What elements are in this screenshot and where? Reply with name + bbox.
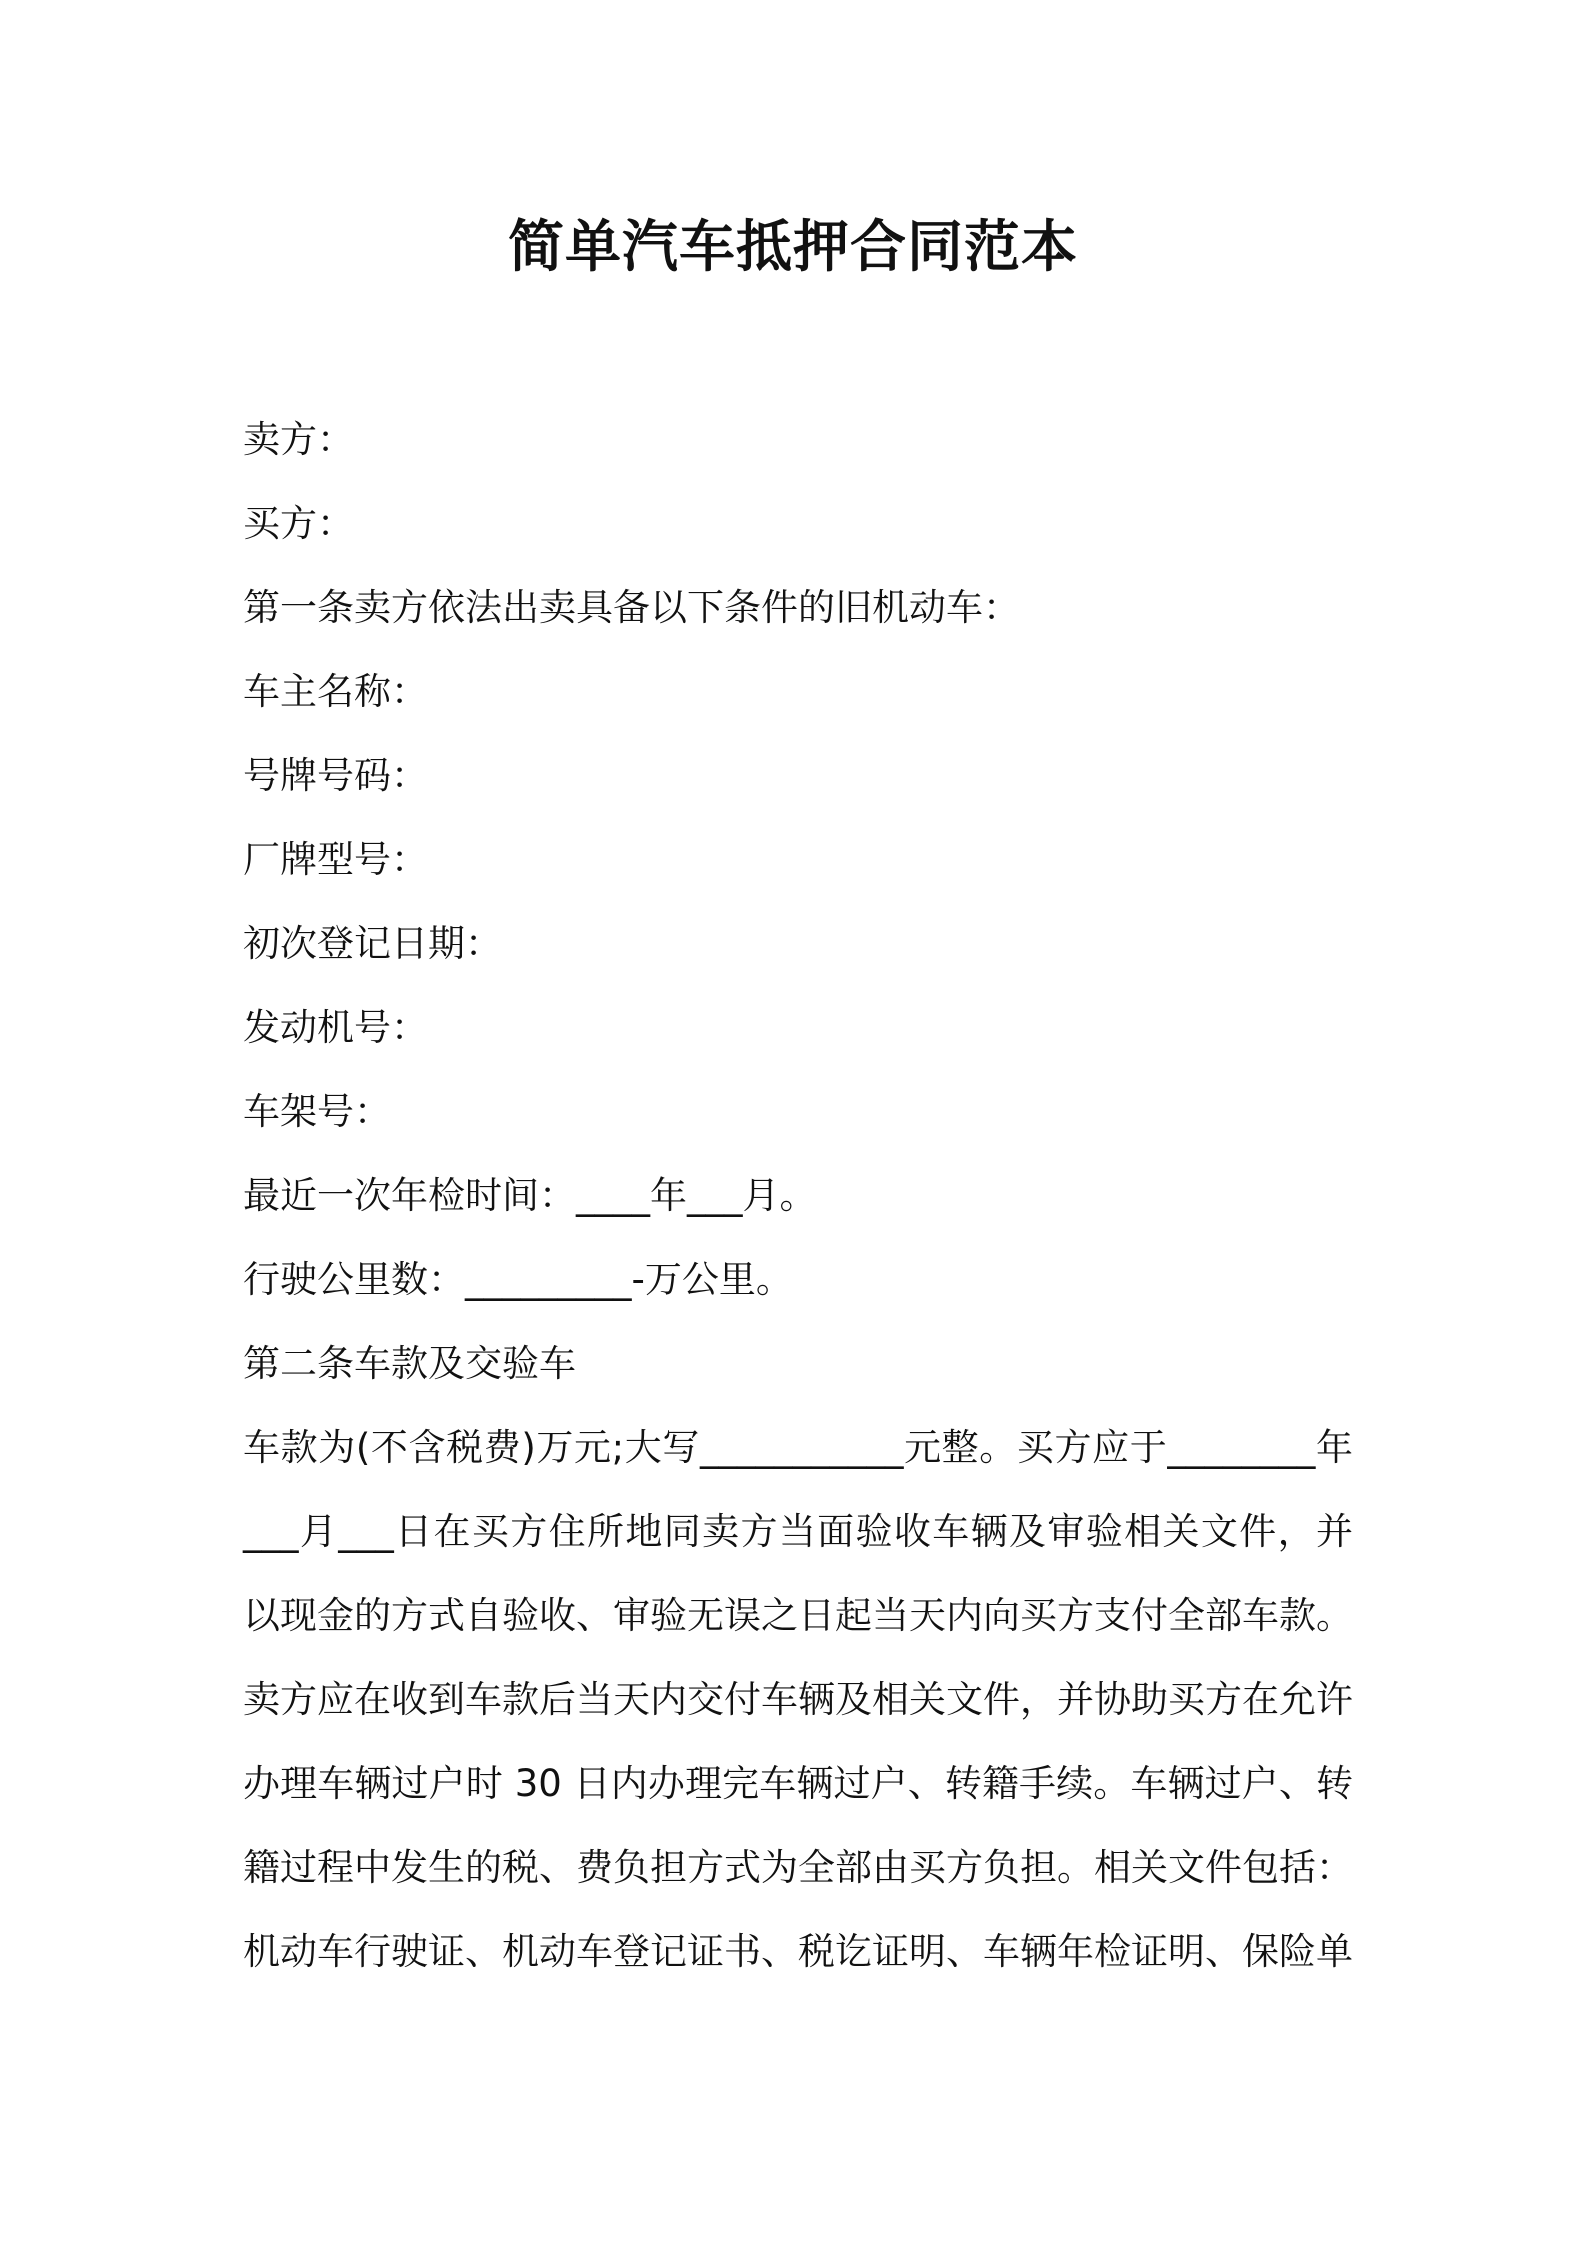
engine-number-line: 发动机号： [243, 1006, 428, 1049]
owner-name-line: 车主名称： [243, 670, 428, 713]
last-inspection-line: 最近一次年检时间：____年___月。 [243, 1174, 817, 1217]
paragraph-row: 机动车行驶证、机动车登记证书、税讫证明、车辆年检证明、保险单 [243, 1930, 1353, 1973]
paragraph-row: 籍过程中发生的税、费负担方式为全部由买方负担。相关文件包括： [243, 1846, 1353, 1889]
article-1-heading: 第一条卖方依法出卖具备以下条件的旧机动车： [243, 586, 1020, 629]
plate-number-line: 号牌号码： [243, 754, 428, 797]
paragraph-row: 办理车辆过户时 30 日内办理完车辆过户、转籍手续。车辆过户、转 [243, 1762, 1353, 1805]
first-registration-date-line: 初次登记日期： [243, 922, 502, 965]
frame-number-line: 车架号： [243, 1090, 391, 1133]
brand-model-line: 厂牌型号： [243, 838, 428, 881]
buyer-line: 买方： [243, 502, 354, 545]
article-2-heading: 第二条车款及交验车 [243, 1342, 576, 1385]
document-body [243, 398, 1353, 1994]
paragraph-row: ___月___日在买方住所地同卖方当面验收车辆及审验相关文件，并 [243, 1510, 1353, 1553]
paragraph-row: 车款为(不含税费)万元;大写___________元整。买方应于________年 [243, 1426, 1353, 1469]
mileage-line: 行驶公里数：_________-万公里。 [243, 1258, 793, 1301]
document-title: 简单汽车抵押合同范本 [508, 215, 1078, 280]
seller-line: 卖方： [243, 418, 354, 461]
paragraph-row: 以现金的方式自验收、审验无误之日起当天内向买方支付全部车款。 [243, 1594, 1353, 1637]
article-2-paragraph [243, 1406, 1353, 1994]
paragraph-row: 卖方应在收到车款后当天内交付车辆及相关文件，并协助买方在允许 [243, 1678, 1353, 1721]
